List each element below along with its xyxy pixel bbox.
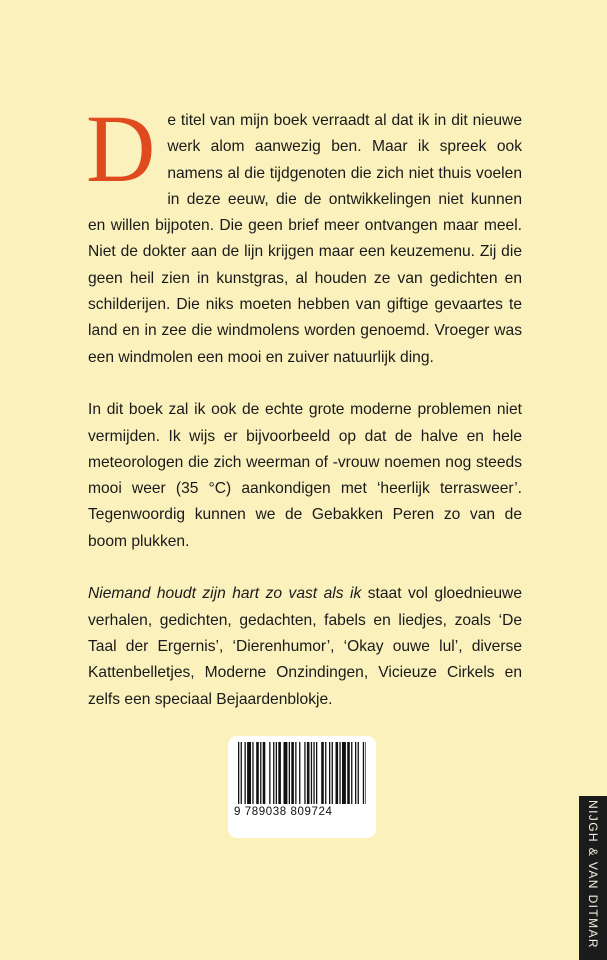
barcode-bar xyxy=(342,742,346,804)
paragraph-contents xyxy=(88,581,522,712)
barcode-bar xyxy=(269,742,270,804)
publisher-strip xyxy=(579,796,607,960)
barcode-bar xyxy=(291,742,294,804)
barcode-bar xyxy=(252,742,253,804)
barcode-bar xyxy=(299,742,300,804)
drop-cap: D xyxy=(86,95,156,202)
barcode-bar xyxy=(304,742,305,804)
barcode-bar xyxy=(238,742,239,804)
barcode-bar xyxy=(284,742,288,804)
isbn-digits: 9 789038 809724 xyxy=(234,806,333,818)
barcode-bar xyxy=(351,742,352,804)
barcode-bar xyxy=(260,742,261,804)
barcode-bar xyxy=(241,742,242,804)
barcode-bar xyxy=(307,742,310,804)
barcode-bars xyxy=(238,742,366,808)
paragraph-intro xyxy=(86,95,522,371)
barcode-bar xyxy=(316,742,317,804)
barcode-bar xyxy=(263,742,266,804)
barcode-bar xyxy=(347,742,350,804)
barcode-bar xyxy=(276,742,277,804)
barcode-bar xyxy=(336,742,339,804)
paragraph-problems xyxy=(88,397,522,555)
barcode-bar xyxy=(295,742,296,804)
barcode-bar xyxy=(321,742,324,804)
paragraph-problems-text: In dit boek zal ik ook de echte grote moderne problemen niet vermijden. Ik wijs er bijvoorbeeld op dat de halve en hele meteorologen die zich weerman of -vrouw noemen nog steeds mooi weer (35 °C) aankondigen met ‘heerlijk terrasweer’. Tegenwoordig kunnen we de Gebakken Peren zo van de boom plukken. xyxy=(88,401,522,550)
barcode-bar xyxy=(256,742,259,804)
paragraph-contents-text: staat vol gloednieuwe verhalen, gedichten, gedachten, fabels en liedjes, zoals ‘De Taal der Ergernis’, ‘Dierenhumor’, ‘Okay ouwe lul’, diverse Kattenbelletjes, Moderne Onzindingen, Vicieuze Cirkels en zelfs een speciaal Bejaardenblokje. xyxy=(88,585,522,708)
barcode-bar xyxy=(273,742,274,804)
barcode-bar xyxy=(278,742,281,804)
barcode-bar xyxy=(365,742,366,804)
barcode-bar xyxy=(311,742,312,804)
book-title: Niemand houdt zijn hart zo vast als ik xyxy=(88,585,362,603)
paragraph-intro-text: e titel van mijn boek verraadt al dat ik in dit nieuwe werk alom aanwezig ben. Maar ik spreek ook namens al die tijdgenoten die zich niet thuis voelen in deze eeuw, die de ontwikkelingen niet kunnen en willen bijpoten. Die geen brief meer ontvangen maar meel. Niet de dokter aan de lijn krijgen maar een keuzemenu. Zij die geen heil zien in kunstgras, al houden ze van gedichten en schilderijen. Die niks moeten hebben van giftige gevaartes te land en in zee die windmolens worden genoemd. Vroeger was een windmolen een mooi en zuiver natuurlijk ding. xyxy=(88,112,522,366)
barcode-bar xyxy=(325,742,326,804)
barcode-bar xyxy=(355,742,356,804)
barcode-bar xyxy=(313,742,314,804)
barcode-label xyxy=(228,736,376,838)
barcode-bar xyxy=(289,742,290,804)
barcode-bar xyxy=(329,742,330,804)
publisher-name: NIJGH & VAN DITMAR xyxy=(586,800,600,949)
barcode-bar xyxy=(363,742,364,804)
barcode-bar xyxy=(245,742,246,804)
barcode-bar xyxy=(358,742,359,804)
back-cover-text xyxy=(86,95,522,739)
barcode-bar xyxy=(339,742,340,804)
barcode-bar xyxy=(332,742,333,804)
barcode-bar xyxy=(247,742,251,804)
